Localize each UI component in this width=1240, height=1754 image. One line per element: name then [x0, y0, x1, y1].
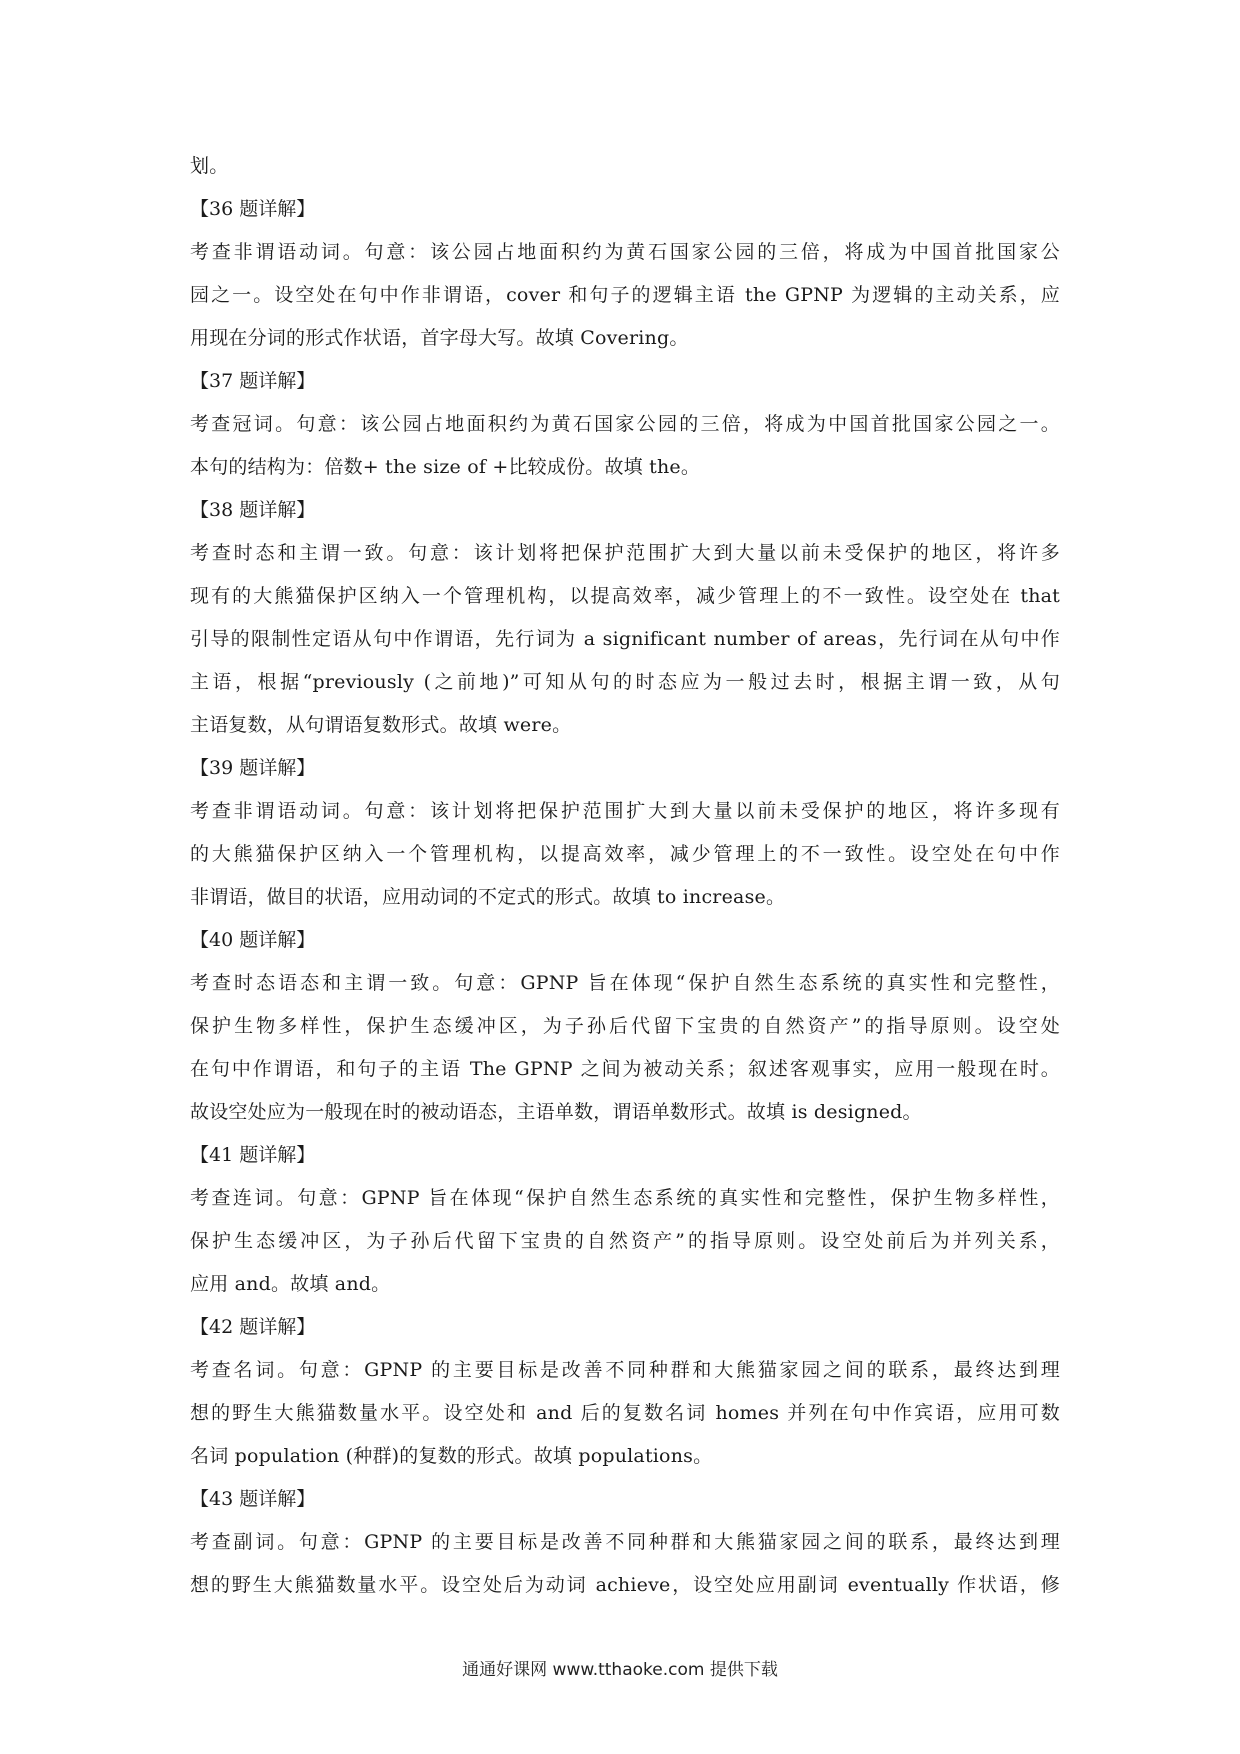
text-line: 考查时态和主谓一致。句意：该计划将把保护范围扩大到大量以前未受保护的地区，将许多 [190, 542, 1060, 564]
text-line: 考查非谓语动词。句意：该公园占地面积约为黄石国家公园的三倍，将成为中国首批国家公 [190, 241, 1060, 263]
text-line: 考查连词。句意：GPNP 旨在体现“保护自然生态系统的真实性和完整性，保护生物多样性， [190, 1187, 1060, 1209]
section-heading: 【39 题详解】 [190, 757, 316, 779]
text-line: 考查副词。句意：GPNP 的主要目标是改善不同种群和大熊猫家园之间的联系，最终达到理 [190, 1531, 1060, 1553]
section-heading: 【36 题详解】 [190, 198, 316, 220]
text-line: 划。 [190, 155, 229, 177]
text-line: 的大熊猫保护区纳入一个管理机构，以提高效率，减少管理上的不一致性。设空处在句中作 [190, 843, 1060, 865]
text-line: 考查冠词。句意：该公园占地面积约为黄石国家公园的三倍，将成为中国首批国家公园之一。 [190, 413, 1060, 435]
text-line: 主语，根据“previously (之前地)”可知从句的时态应为一般过去时，根据主谓一致，从句 [190, 671, 1060, 693]
text-line: 引导的限制性定语从句中作谓语，先行词为 a significant number of areas，先行词在从句中作 [190, 628, 1060, 650]
text-line: 保护生物多样性，保护生态缓冲区，为子孙后代留下宝贵的自然资产”的指导原则。设空处 [190, 1015, 1060, 1037]
section-heading: 【37 题详解】 [190, 370, 316, 392]
text-line: 考查名词。句意：GPNP 的主要目标是改善不同种群和大熊猫家园之间的联系，最终达到理 [190, 1359, 1060, 1381]
document-body [190, 145, 1060, 1607]
section-heading: 【38 题详解】 [190, 499, 316, 521]
text-line: 想的野生大熊猫数量水平。设空处后为动词 achieve，设空处应用副词 eventually 作状语，修 [190, 1574, 1060, 1596]
text-line: 非谓语，做目的状语，应用动词的不定式的形式。故填 to increase。 [190, 886, 786, 908]
text-line: 主语复数，从句谓语复数形式。故填 were。 [190, 714, 572, 736]
text-line: 考查非谓语动词。句意：该计划将把保护范围扩大到大量以前未受保护的地区，将许多现有 [190, 800, 1060, 822]
section-heading: 【43 题详解】 [190, 1488, 316, 1510]
text-line: 保护生态缓冲区，为子孙后代留下宝贵的自然资产”的指导原则。设空处前后为并列关系， [190, 1230, 1060, 1252]
text-line: 故设空处应为一般现在时的被动语态，主语单数，谓语单数形式。故填 is designed。 [190, 1101, 922, 1123]
page-footer: 通通好课网 www.tthaoke.com 提供下载 [462, 1660, 778, 1680]
section-heading: 【42 题详解】 [190, 1316, 316, 1338]
text-line: 本句的结构为：倍数+ the size of +比较成份。故填 the。 [190, 456, 701, 478]
text-line: 现有的大熊猫保护区纳入一个管理机构，以提高效率，减少管理上的不一致性。设空处在 that [190, 585, 1060, 607]
text-line: 园之一。设空处在句中作非谓语，cover 和句子的逻辑主语 the GPNP 为逻辑的主动关系，应 [190, 284, 1060, 306]
section-heading: 【40 题详解】 [190, 929, 316, 951]
text-line: 想的野生大熊猫数量水平。设空处和 and 后的复数名词 homes 并列在句中作宾语，应用可数 [190, 1402, 1060, 1424]
text-line: 考查时态语态和主谓一致。句意：GPNP 旨在体现“保护自然生态系统的真实性和完整性， [190, 972, 1060, 994]
text-line: 名词 population (种群)的复数的形式。故填 populations。 [190, 1445, 713, 1467]
text-line: 应用 and。故填 and。 [190, 1273, 391, 1295]
text-line: 用现在分词的形式作状语，首字母大写。故填 Covering。 [190, 327, 689, 349]
text-line: 在句中作谓语，和句子的主语 The GPNP 之间为被动关系；叙述客观事实，应用一般现在时。 [190, 1058, 1060, 1080]
section-heading: 【41 题详解】 [190, 1144, 316, 1166]
